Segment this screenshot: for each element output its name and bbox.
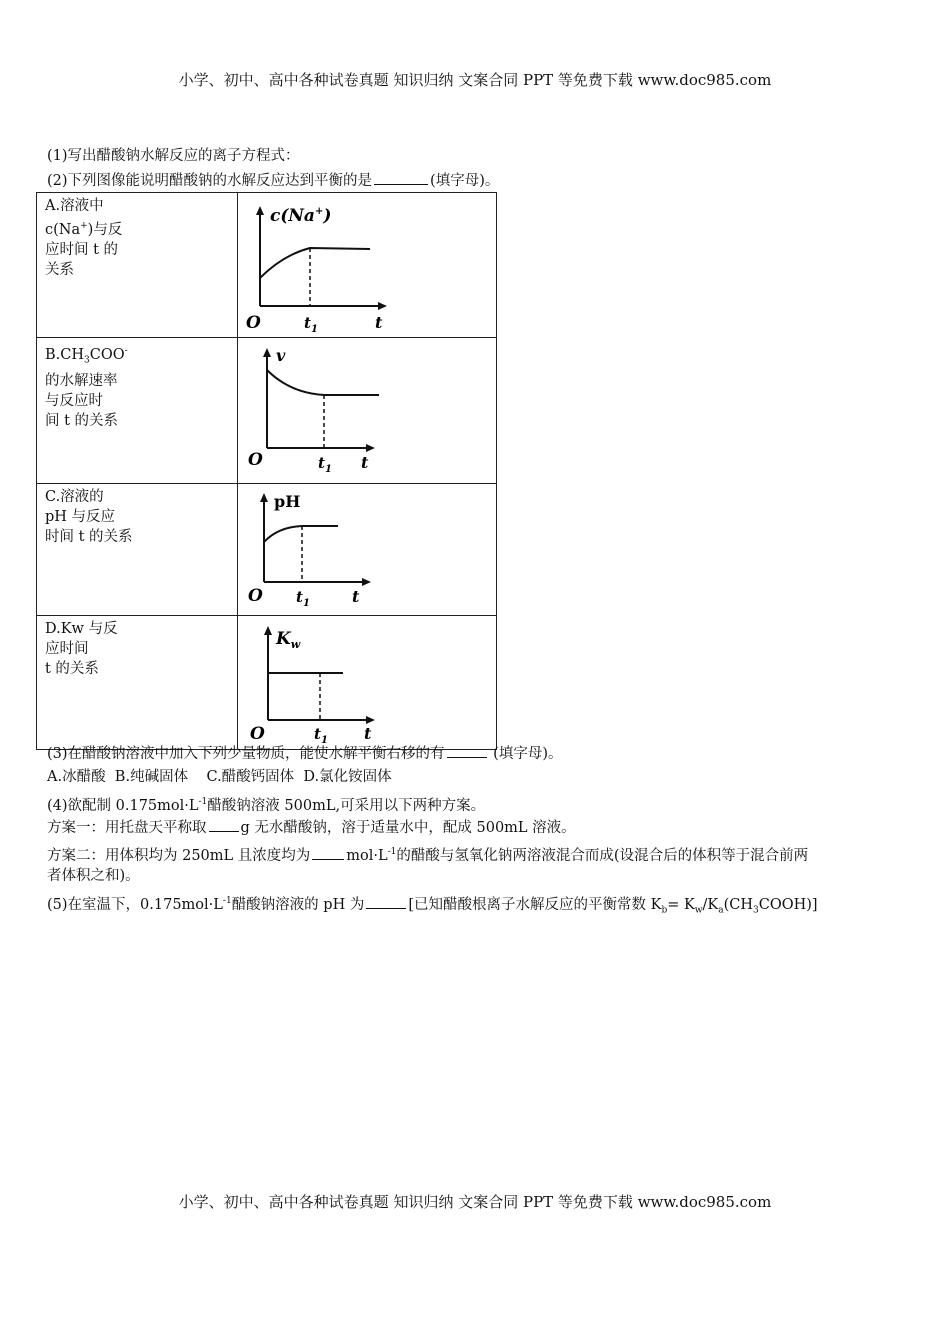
x-axis-label: t (375, 313, 383, 332)
subscript: 3 (84, 355, 90, 366)
plan-two (47, 842, 808, 866)
plan-two-text: mol·L (346, 847, 388, 864)
q5-text: (5)在室温下，0.175mol·L (47, 896, 223, 913)
question-2-suffix: (填字母)。 (430, 173, 500, 189)
question-2-text: (2)下列图像能说明醋酸钠的水解反应达到平衡的是 (47, 173, 373, 189)
plan-two-continued: 者体积之和)。 (47, 868, 140, 884)
answer-blank[interactable] (374, 170, 428, 185)
question-3 (47, 743, 562, 764)
option-row-a (37, 193, 497, 338)
y-axis-arrow (264, 626, 272, 635)
option-a-description (37, 193, 238, 338)
subscript: b (661, 905, 668, 916)
answer-blank[interactable] (447, 743, 487, 758)
answer-blank[interactable] (312, 845, 344, 860)
q5-text: = K (667, 896, 695, 913)
desc-line: A.溶液中 (45, 198, 104, 214)
desc-line: COO (89, 346, 125, 363)
x-axis-arrow (366, 444, 375, 452)
x-axis-label: t (361, 453, 369, 472)
curve (260, 248, 370, 278)
x-axis-label: t (364, 724, 372, 743)
options-table (36, 192, 497, 750)
x-axis-arrow (362, 578, 371, 586)
origin-label: O (248, 586, 263, 606)
desc-line: C.溶液的 (45, 489, 104, 505)
t1-label: $t_1$ (318, 454, 332, 475)
subscript: a (718, 905, 724, 916)
plan-one-text: 方案一：用托盘天平称取 (47, 820, 207, 836)
option-d-graph (238, 616, 497, 750)
y-axis-label: c(Na+) (270, 206, 332, 226)
y-axis-arrow (256, 206, 264, 215)
graph-d-svg (238, 616, 496, 745)
q4-text: (4)欲配制 0.175mol·L (47, 797, 199, 814)
question-3-suffix: (填字母)。 (488, 746, 563, 762)
desc-line: 应时间 t 的 (45, 241, 119, 258)
t1-label: $t_1$ (304, 314, 318, 333)
plan-one-text: g 无水醋酸钠，溶于适量水中，配成 500mL 溶液。 (240, 820, 576, 836)
option-c-description (37, 484, 238, 616)
question-2 (47, 170, 499, 191)
graph-c-svg (238, 484, 496, 611)
desc-line: t 的关系 (45, 661, 99, 677)
subscript: 3 (753, 905, 759, 916)
question-3-choices: A.冰醋酸 B.纯碱固体 C.醋酸钙固体 D.氯化铵固体 (47, 769, 392, 785)
page-header: 小学、初中、高中各种试卷真题 知识归纳 文案合同 PPT 等免费下载 www.doc985.com (178, 71, 772, 89)
q5-text: [已知醋酸根离子水解反应的平衡常数 K (408, 896, 662, 913)
subscript: w (694, 905, 703, 916)
option-a-graph (238, 193, 497, 338)
option-row-d (37, 616, 497, 750)
x-axis-label: t (352, 587, 360, 606)
desc-line: D.Kw 与反 (45, 621, 118, 637)
q5-text: /K (702, 896, 719, 913)
superscript: -1 (387, 847, 397, 857)
y-axis-arrow (260, 493, 268, 502)
desc-line: 关系 (45, 261, 74, 278)
y-axis-label: v (276, 346, 286, 365)
option-c-graph (238, 484, 497, 616)
superscript: -1 (198, 797, 208, 807)
desc-line: c(Na (45, 221, 81, 238)
answer-blank[interactable] (209, 817, 239, 832)
x-axis-arrow (366, 716, 375, 724)
t1-label: $t_1$ (314, 725, 328, 745)
desc-line: )与反 (87, 221, 123, 238)
q5-text: COOH)] (758, 896, 818, 913)
y-axis-label: $K_w$ (276, 629, 301, 651)
plan-two-text: 的醋酸与氢氧化钠两溶液混合而成(设混合后的体积等于混合前两 (396, 847, 809, 864)
option-row-b (37, 338, 497, 484)
superscript: - (124, 346, 128, 356)
origin-label: O (246, 313, 261, 333)
plan-two-text: 方案二：用体积均为 250mL 且浓度均为 (47, 847, 311, 864)
plan-one (47, 817, 576, 838)
question-1: (1)写出醋酸钠水解反应的离子方程式： (47, 148, 300, 164)
option-d-description (37, 616, 238, 750)
option-row-c (37, 484, 497, 616)
t1-label: $t_1$ (296, 588, 310, 609)
curve (267, 370, 379, 395)
desc-line: pH 与反应 (45, 509, 116, 525)
superscript: -1 (222, 896, 232, 906)
desc-line: 与反应时 (45, 392, 103, 409)
desc-line: 间 t 的关系 (45, 412, 119, 429)
y-axis-arrow (263, 348, 271, 357)
desc-line: 的水解速率 (45, 372, 118, 389)
question-4 (47, 792, 485, 816)
origin-label: O (248, 450, 263, 470)
page-footer: 小学、初中、高中各种试卷真题 知识归纳 文案合同 PPT 等免费下载 www.doc985.com (178, 1193, 772, 1211)
graph-b-svg (238, 338, 496, 479)
option-b-description (37, 338, 238, 484)
desc-line: B.CH (45, 346, 85, 363)
answer-blank[interactable] (366, 894, 406, 909)
desc-line: 时间 t 的关系 (45, 529, 133, 545)
desc-line: 应时间 (45, 641, 89, 657)
option-b-graph (238, 338, 497, 484)
y-axis-label: pH (274, 492, 301, 511)
origin-label: O (250, 724, 265, 744)
superscript: + (80, 221, 88, 231)
graph-a-svg (238, 193, 496, 333)
q4-text: 醋酸钠溶液 500mL,可采用以下两种方案。 (207, 797, 486, 814)
q5-text: 醋酸钠溶液的 pH 为 (231, 896, 365, 913)
x-axis-arrow (378, 302, 387, 310)
question-3-text: (3)在醋酸钠溶液中加入下列少量物质，能使水解平衡右移的有 (47, 746, 445, 762)
curve (264, 526, 338, 542)
question-5 (47, 891, 818, 921)
q5-text: (CH (723, 896, 754, 913)
